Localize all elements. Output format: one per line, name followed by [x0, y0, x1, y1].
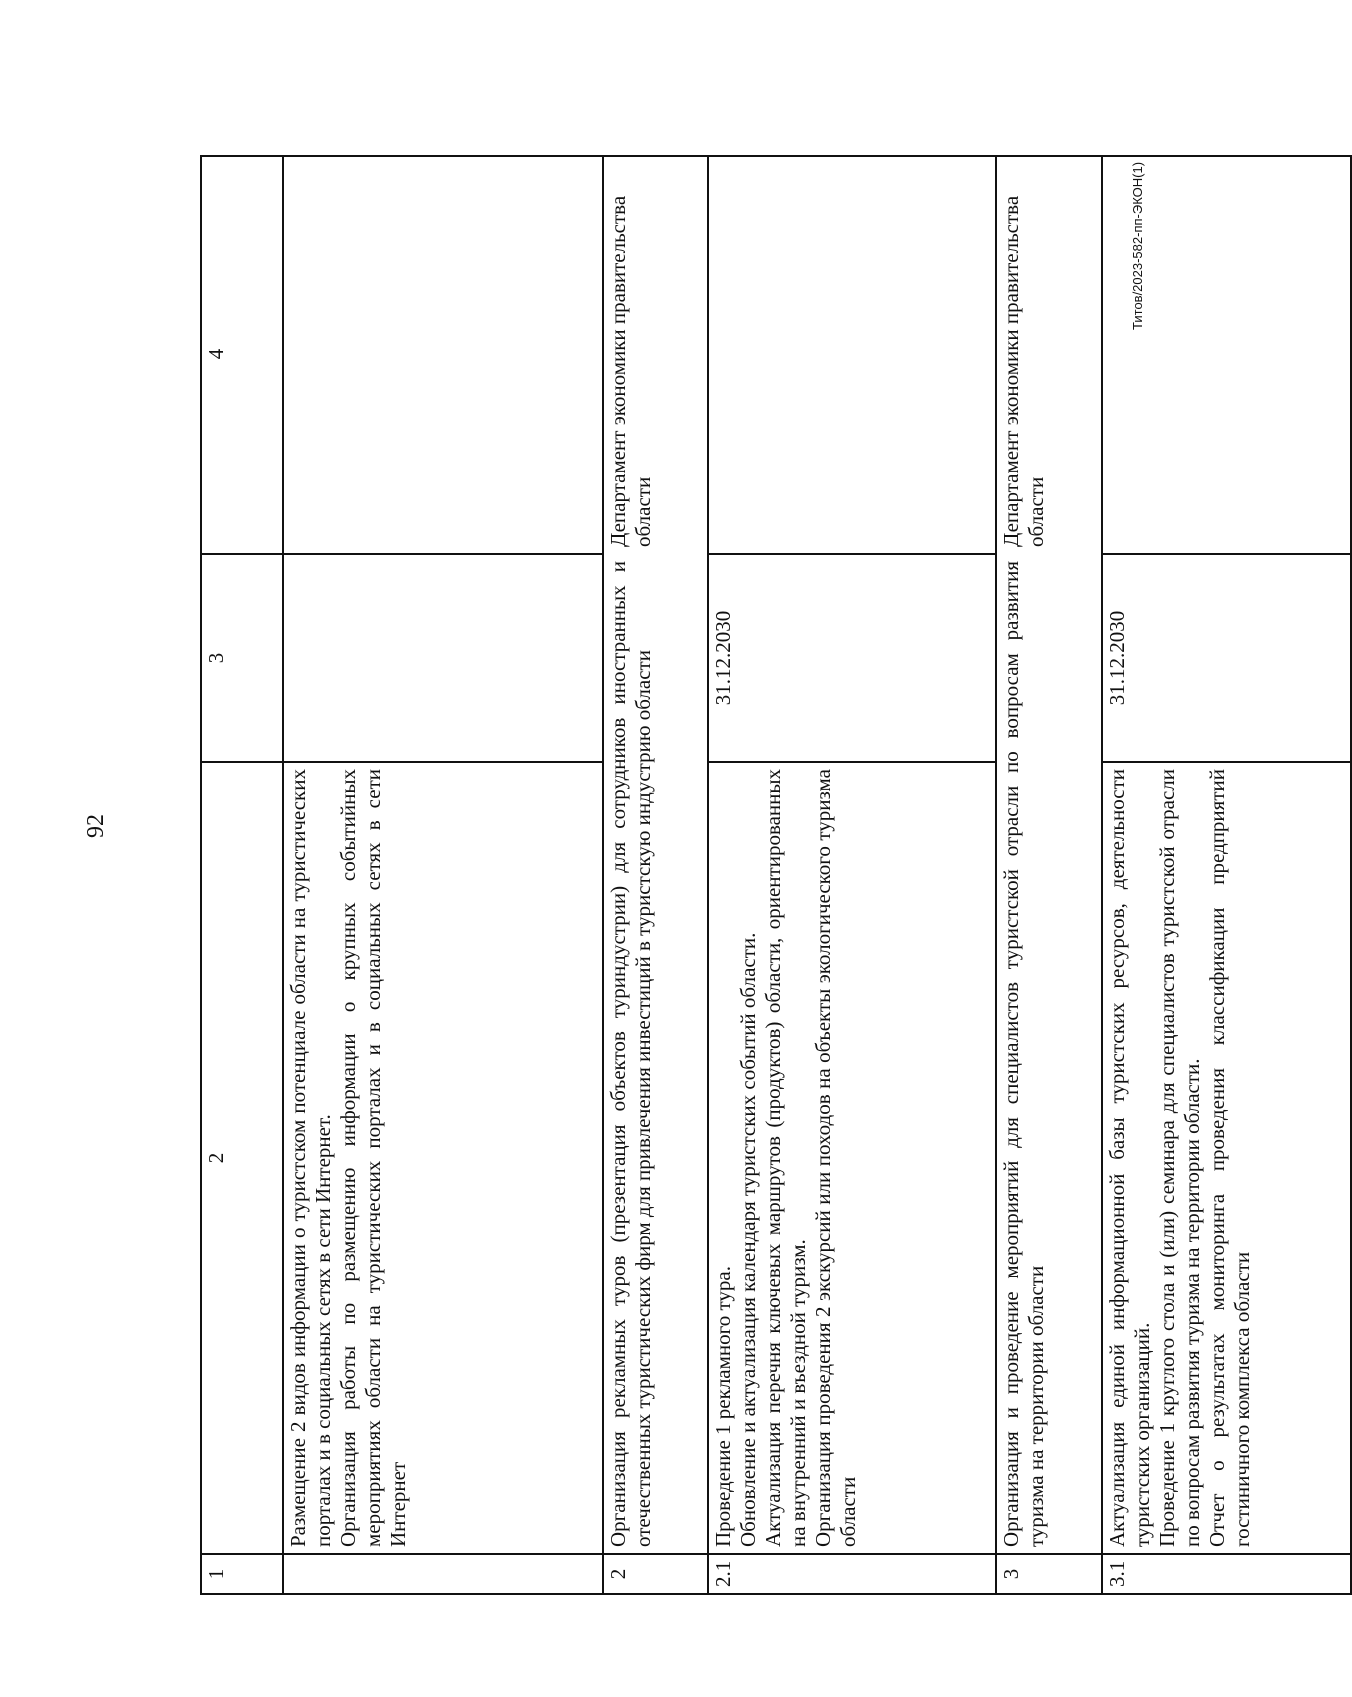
cell-paragraph: Актуализация единой информационной базы туристских ресурсов, деятельности туристских организаций.: [1105, 769, 1154, 1547]
responsible-department: Департамент экономики правительства области: [606, 195, 655, 547]
header-cell-4: 4: [204, 348, 228, 360]
cell-paragraph: Актуализация перечня ключевых маршрутов (продуктов) области, ориентированных на внутренний и въездной туризм.: [761, 769, 810, 1547]
cell-paragraph: Отчет о результатах мониторинга проведения классификации предприятий гостиничного комплекса области: [1205, 769, 1254, 1547]
cell-paragraph: Организация проведения 2 экскурсий или походов на объекты экологического туризма области: [811, 769, 860, 1547]
row-number: 3: [999, 1568, 1023, 1580]
cell-paragraph: Организация рекламных туров (презентация объектов туриндустрии) для сотрудников иностранных и отечественных туристических фирм для привлечения инвестиций в туристскую индустрию области: [606, 561, 655, 1547]
row-number: 2.1: [711, 1560, 735, 1587]
cell-paragraph: Обновление и актуализация календаря туристских событий области.: [736, 932, 760, 1547]
table-content: [200, 155, 1352, 1595]
cell-paragraph: Размещение 2 видов информации о туристском потенциале области на туристических порталах и в социальных сетях в сети Интернет.: [286, 769, 335, 1547]
responsible-department: Департамент экономики правительства области: [999, 195, 1048, 547]
deadline: 31.12.2030: [1105, 610, 1129, 706]
row-number: 2: [606, 1568, 630, 1580]
document-code: Титов/2023-582-пп-ЭКОН(1): [1130, 161, 1145, 330]
header-cell-2: 2: [204, 1152, 228, 1164]
cell-paragraph: Организация работы по размещению информации о крупных событийных мероприятиях области на туристических порталах и в социальных сетях в сети Интернет: [336, 769, 410, 1547]
header-cell-1: 1: [204, 1568, 228, 1580]
cell-paragraph: Организация и проведение мероприятий для специалистов туристской отрасли по вопросам развития туризма на территории области: [999, 561, 1048, 1547]
row-number: 3.1: [1105, 1560, 1129, 1587]
deadline: 31.12.2030: [711, 610, 735, 706]
page-number: 92: [83, 814, 109, 838]
header-cell-3: 3: [204, 652, 228, 664]
cell-paragraph: Проведение 1 круглого стола и (или) семинара для специалистов туристской отрасли по вопросам развития туризма на территории области.: [1155, 769, 1204, 1547]
cell-paragraph: Проведение 1 рекламного тура.: [711, 1266, 735, 1547]
